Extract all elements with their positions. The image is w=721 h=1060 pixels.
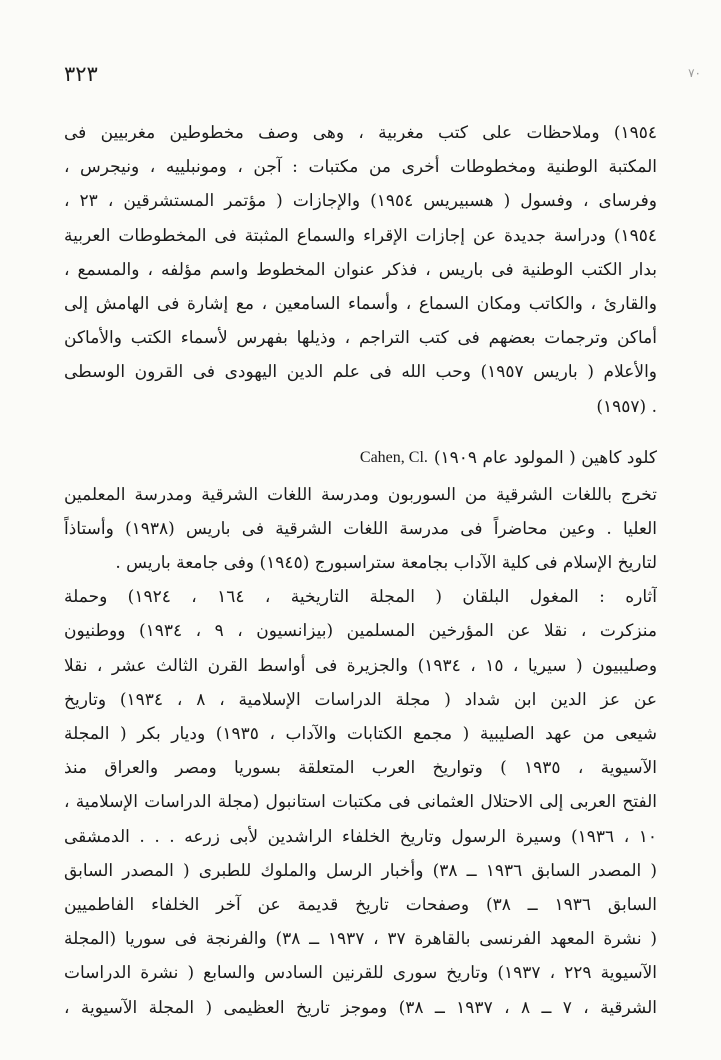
paragraph-3 [64,580,657,1024]
paragraph-2 [64,478,657,581]
page-number: ٣٢٣ [64,62,98,86]
text-line: بدار الكتب الوطنية فى باريس ، فذكر عنوان المخطوط واسم مؤلفه ، والمسمع ، [64,259,657,280]
text-line: الشرقية ، ٧ ــ ٨ ، ١٩٣٧ ــ ٣٨) وموجز تاريخ العظيمى ( المجلة الآسيوية ، [64,997,657,1018]
text-line: ١٩٥٤) وملاحظات على كتب مغربية ، وهى وصف مخطوطين مغربيين فى [64,123,657,143]
text-line: . (١٩٥٧) [596,396,657,417]
text-line: الفتح العربى إلى الاحتلال العثمانى فى مكتبات استانبول (مجلة الدراسات الإسلامية ، [64,792,657,813]
heading-arabic-name: كلود كاهين ( المولود عام ١٩٠٩) [433,447,657,468]
text-line: الآسيوية ٢٢٩ ، ١٩٣٧) وتاريخ سورى للقرنين السادس والسابع ( نشرة الدراسات [64,963,657,984]
paragraph-1 [64,116,657,424]
text-line: العليا . وعين محاضراً فى مدرسة اللغات الشرقية فى باريس (١٩٣٨) وأستاذاً [64,518,657,539]
text-line: السابق ١٩٣٦ ــ ٣٨) وصفحات تاريخ قديمة عن آخر الخلفاء الفاطميين [64,894,657,915]
corner-mark: ٧٠ [688,66,701,80]
text-line: وصليبيون ( سيريا ، ١٥ ، ١٩٣٤) والجزيرة فى أواسط القرن الثالث عشر ، نقلا [64,655,657,676]
entry-heading [64,438,657,478]
text-line: ( المصدر السابق ١٩٣٦ ــ ٣٨) وأخبار الرسل والملوك للطبرى ( المصدر السابق [64,860,657,881]
text-line: ( نشرة المعهد الفرنسى بالقاهرة ٣٧ ، ١٩٣٧ ــ ٣٨) والفرنجة فى سوريا (المجلة [64,929,657,950]
text-line: الآسيوية ، ١٩٣٥ ) وتواريخ العرب المتعلقة بسوريا ومصر والعراق منذ [64,758,657,779]
text-line: ١٩٥٤) ودراسة جديدة عن إجازات الإقراء والسماع المثبتة فى المخطوطات العربية [64,225,657,246]
page-body [64,116,657,1025]
heading-latin-name: Cahen, Cl. [359,448,428,466]
text-line: تخرج باللغات الشرقية من السوربون ومدرسة اللغات الشرقية ومدرسة المعلمين [64,484,657,505]
text-line: والقارئ ، والكاتب ومكان السماع ، وأسماء السامعين ، مع إشارة فى الهامش إلى [64,293,657,314]
text-line: ١٠ ، ١٩٣٦) وسيرة الرسول وتاريخ الخلفاء الراشدين لأبى زرعه . . . الدمشقى [64,826,657,847]
text-line: والأعلام ( باريس ١٩٥٧) وحب الله فى علم الدين اليهودى فى القرون الوسطى [64,362,657,383]
text-line: لتاريخ الإسلام فى كلية الآداب بجامعة ستراسبورج (١٩٤٥) وفى جامعة باريس . [115,553,657,574]
text-line: عن عز الدين ابن شداد ( مجلة الدراسات الإسلامية ، ٨ ، ١٩٣٤) وتاريخ [64,689,657,710]
text-line: أماكن وترجمات بعضهم فى كتب التراجم ، وذيلها بفهرس لأسماء الكتب والأماكن [64,328,657,349]
text-line: وفرساى ، وفسول ( هسبيريس ١٩٥٤) والإجازات ( مؤتمر المستشرقين ، ٢٣ ، [64,191,657,212]
text-line: المكتبة الوطنية ومخطوطات أخرى من مكتبات : آجن ، ومونبلييه ، ونيجرس ، [64,157,657,178]
text-line: شيعى من عهد الصليبية ( مجمع الكتابات والآداب ، ١٩٣٥) وديار بكر ( المجلة [64,724,657,744]
text-line: منزكرت ، نقلا عن المؤرخين المسلمين (بيزانسيون ، ٩ ، ١٩٣٤) ووطنيون [64,621,657,642]
text-line: آثاره : المغول البلقان ( المجلة التاريخية ، ١٦٤ ، ١٩٢٤) وحملة [64,587,657,608]
